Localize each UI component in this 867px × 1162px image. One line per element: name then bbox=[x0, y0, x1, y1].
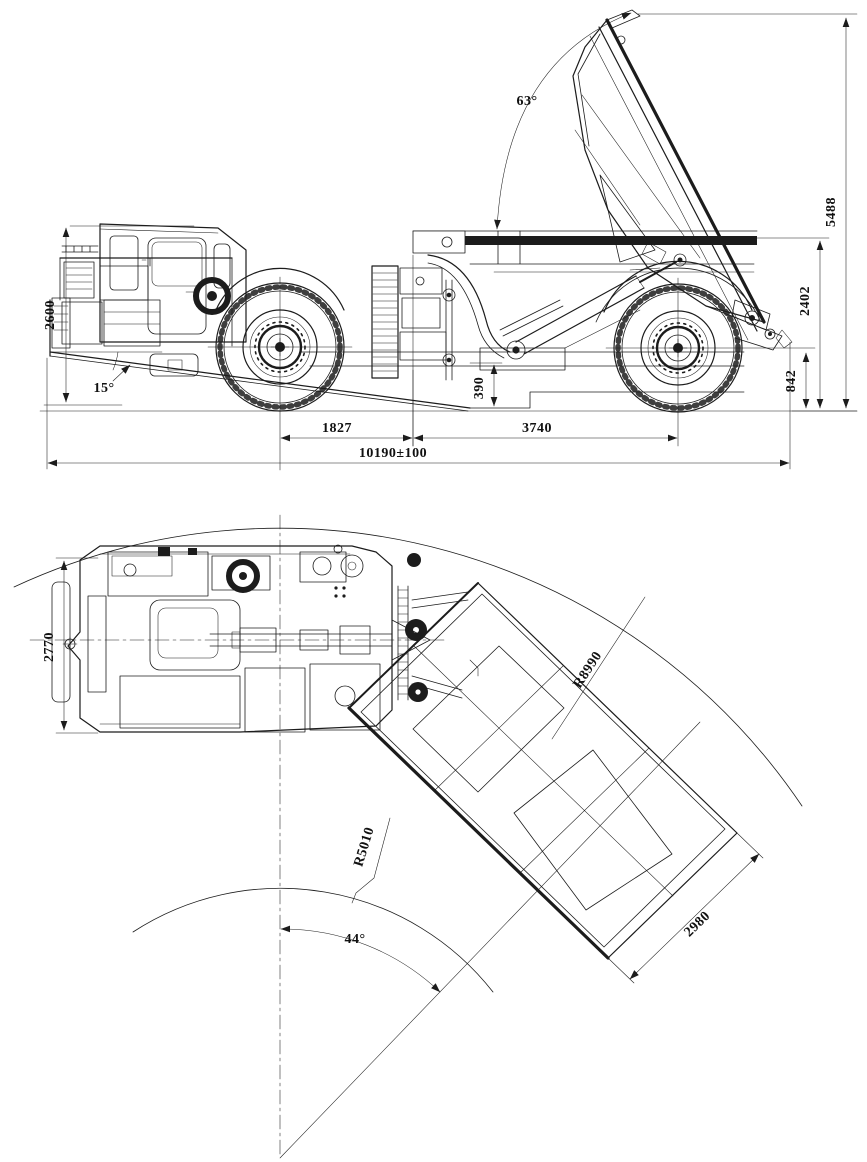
plan-view bbox=[14, 515, 802, 1158]
inner-turning-arc bbox=[133, 888, 493, 992]
rear-wheel bbox=[596, 261, 815, 446]
dim-body-edge: 2980 bbox=[681, 908, 714, 941]
dim-articulation-angle: 44° bbox=[344, 932, 366, 947]
side-elevation-view bbox=[40, 10, 857, 470]
dim-cab-height: 2600 bbox=[43, 300, 58, 330]
dim-hitch-to-rear-axle: 3740 bbox=[522, 421, 552, 436]
center-articulation bbox=[372, 255, 455, 446]
articulation-line bbox=[280, 722, 700, 1158]
engine-hood bbox=[52, 246, 232, 348]
dim-inner-turning-radius: R5010 bbox=[351, 825, 378, 869]
dim-overall-length: 10190±100 bbox=[358, 446, 428, 461]
rear-chassis bbox=[300, 231, 757, 370]
plan-dump-body bbox=[349, 583, 737, 958]
plan-front-frame bbox=[52, 545, 468, 732]
dim-approach-angle: 15° bbox=[93, 381, 115, 396]
dim-tip-angle: 63° bbox=[516, 94, 538, 109]
dim-ground-clearance: 390 bbox=[472, 376, 487, 400]
dim-overall-width: 2770 bbox=[42, 632, 57, 662]
dim-axle-height: 842 bbox=[784, 369, 799, 393]
dim-dump-height: 5488 bbox=[824, 197, 839, 227]
dim-outer-turning-radius: R8990 bbox=[570, 648, 606, 692]
dim-front-axle-to-hitch: 1827 bbox=[322, 421, 352, 436]
dim-rear-height: 2402 bbox=[798, 286, 813, 316]
dump-body-tipped bbox=[573, 10, 792, 350]
